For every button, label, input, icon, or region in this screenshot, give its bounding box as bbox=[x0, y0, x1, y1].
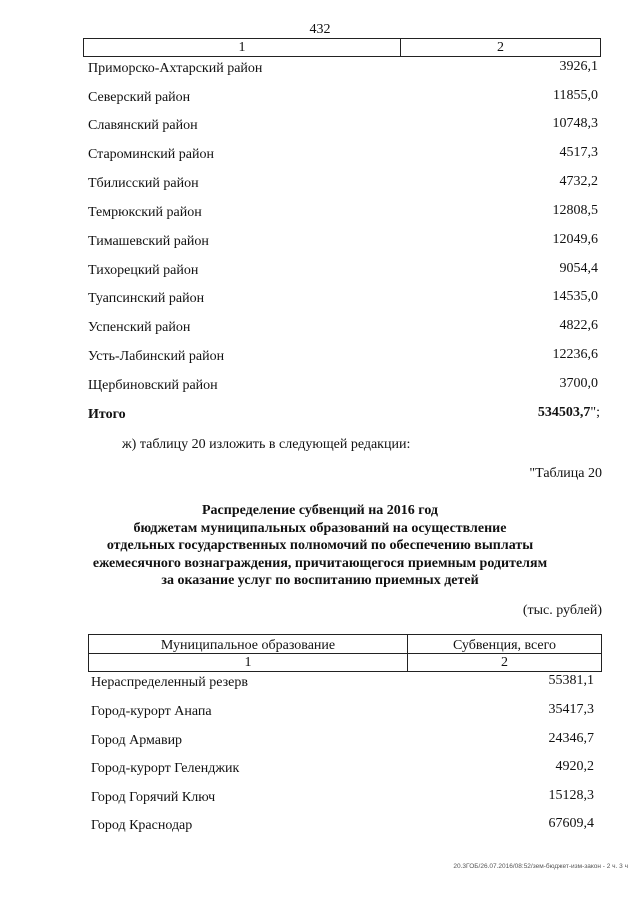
table-row bbox=[0, 761, 640, 781]
row-value: 24346,7 bbox=[548, 731, 594, 746]
row-name: Славянский район bbox=[88, 118, 198, 133]
table-row bbox=[0, 61, 640, 81]
table2-header bbox=[88, 634, 602, 672]
table-row bbox=[0, 733, 640, 753]
row-value: 4920,2 bbox=[555, 759, 594, 774]
table1-header-col1: 1 bbox=[238, 40, 246, 55]
table-label: "Таблица 20 bbox=[529, 466, 602, 481]
title-line: ежемесячного вознаграждения, причитающегося приемным родителям bbox=[92, 555, 548, 571]
row-name: Тихорецкий район bbox=[88, 263, 199, 278]
table-row bbox=[0, 205, 640, 225]
title-line: за оказание услуг по воспитанию приемных детей bbox=[161, 573, 479, 588]
row-name: Город Краснодар bbox=[91, 818, 193, 833]
row-value: 12808,5 bbox=[552, 203, 598, 218]
row-value: 3700,0 bbox=[559, 376, 598, 391]
row-value: 55381,1 bbox=[548, 673, 594, 688]
table-row bbox=[0, 234, 640, 254]
table-row bbox=[0, 349, 640, 369]
table-row bbox=[0, 675, 640, 695]
table-row bbox=[0, 263, 640, 283]
row-value: 4822,6 bbox=[559, 318, 598, 333]
row-name: Город-курорт Геленджик bbox=[91, 761, 240, 776]
row-value: 67609,4 bbox=[548, 816, 594, 831]
row-value: 4732,2 bbox=[559, 174, 598, 189]
row-name: Темрюкский район bbox=[88, 205, 202, 220]
row-value: 3926,1 bbox=[559, 59, 598, 74]
row-name: Приморско-Ахтарский район bbox=[88, 61, 263, 76]
table1-header-col2: 2 bbox=[497, 40, 504, 55]
units-label: (тыс. рублей) bbox=[522, 603, 602, 618]
table-row bbox=[0, 90, 640, 110]
table2-header-title-col2: Субвенция, всего bbox=[452, 638, 557, 653]
title-line: бюджетам муниципальных образований на осуществление bbox=[133, 520, 507, 536]
instruction-text: ж) таблицу 20 изложить в следующей редакции: bbox=[122, 437, 411, 452]
row-value: 4517,3 bbox=[559, 145, 598, 160]
row-value: 15128,3 bbox=[548, 788, 594, 803]
row-name: Тбилисский район bbox=[88, 176, 199, 191]
row-name: Туапсинский район bbox=[88, 291, 205, 306]
table-row bbox=[0, 790, 640, 810]
table-row bbox=[0, 704, 640, 724]
table-row bbox=[0, 176, 640, 196]
row-name: Северский район bbox=[88, 90, 191, 105]
table2-header-num-col2: 2 bbox=[501, 655, 508, 670]
row-value: 12236,6 bbox=[552, 347, 598, 362]
row-name: Город-курорт Анапа bbox=[91, 704, 212, 719]
document-title bbox=[0, 502, 640, 590]
table2-header-num-col1: 1 bbox=[244, 655, 252, 670]
table-row bbox=[0, 118, 640, 138]
total-label: Итого bbox=[88, 407, 126, 422]
total-value: 534503,7 bbox=[537, 405, 591, 420]
table-row bbox=[0, 378, 640, 398]
title-line: Распределение субвенций на 2016 год bbox=[202, 503, 438, 518]
table2-header-title-col1: Муниципальное образование bbox=[160, 638, 336, 653]
row-name: Тимашевский район bbox=[88, 234, 209, 249]
row-value: 9054,4 bbox=[559, 261, 598, 276]
row-value: 11855,0 bbox=[553, 88, 598, 103]
table-row bbox=[0, 147, 640, 167]
row-value: 14535,0 bbox=[552, 289, 598, 304]
row-name: Успенский район bbox=[88, 320, 191, 335]
table1-header bbox=[83, 38, 601, 57]
row-value: 35417,3 bbox=[548, 702, 594, 717]
row-name: Щербиновский район bbox=[88, 378, 218, 393]
total-value-group bbox=[538, 405, 600, 421]
table-row bbox=[0, 818, 640, 838]
table-row bbox=[0, 320, 640, 340]
footer-stamp: 20.3ГОБ/26.07.2016/08:52/зем-бюджет-изм-закон - 2 ч. 3 ч bbox=[453, 863, 628, 870]
table1-total-row bbox=[0, 407, 640, 427]
row-value: 12049,6 bbox=[552, 232, 598, 247]
table-row bbox=[0, 291, 640, 311]
row-name: Нераспределенный резерв bbox=[91, 675, 248, 690]
page-number: 432 bbox=[309, 22, 331, 37]
row-value: 10748,3 bbox=[552, 116, 598, 131]
row-name: Город Армавир bbox=[91, 733, 183, 748]
row-name: Усть-Лабинский район bbox=[88, 349, 225, 364]
total-suffix: "; bbox=[590, 405, 600, 420]
title-line: отдельных государственных полномочий по обеспечению выплаты bbox=[106, 538, 534, 553]
row-name: Староминский район bbox=[88, 147, 214, 162]
row-name: Город Горячий Ключ bbox=[91, 790, 216, 805]
